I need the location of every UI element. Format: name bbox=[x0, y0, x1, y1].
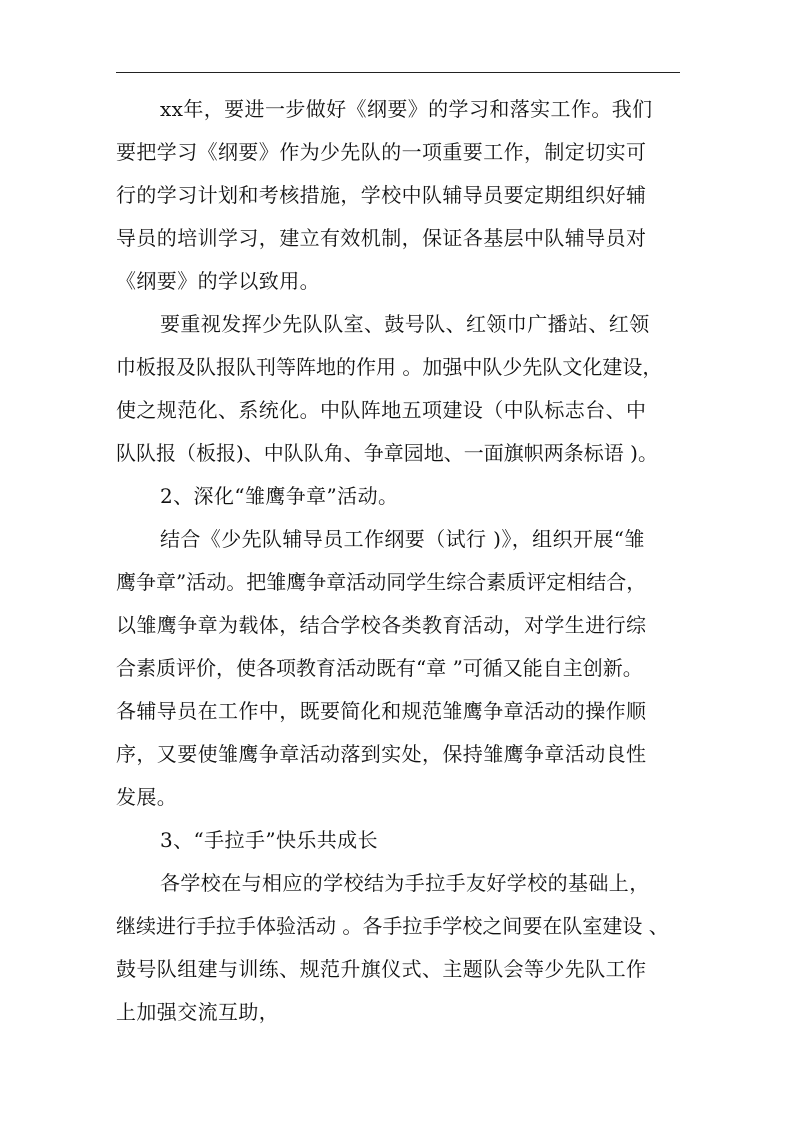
text-line: 鼓号队组建与训练、规范升旗仪式、主题队会等少先队工作 bbox=[116, 957, 647, 981]
text-line: 合素质评价，使各项教育活动既有“章 ”可循又能自主创新。 bbox=[116, 656, 643, 680]
section-heading: 3、“手拉手”快乐共成长 bbox=[160, 828, 378, 852]
header-rule bbox=[116, 72, 680, 73]
text-line: xx年，要进一步做好《纲要》的学习和落实工作。我们 bbox=[160, 97, 653, 121]
text-line: 各学校在与相应的学校结为手拉手友好学校的基础上， bbox=[160, 871, 650, 895]
text-line: 鹰争章”活动。把雏鹰争章活动同学生综合素质评定相结合， bbox=[116, 570, 647, 594]
text-line: 巾板报及队报队刊等阵地的作用 。加强中队少先队文化建设， bbox=[116, 355, 663, 379]
text-line: 队队报（板报)、中队队角、争章园地、一面旗帜两条标语 )。 bbox=[116, 441, 658, 465]
text-line: 序，又要使雏鹰争章活动落到实处，保持雏鹰争章活动良性 bbox=[116, 742, 647, 766]
text-line: 上加强交流互助， bbox=[116, 1000, 280, 1024]
text-line: 行的学习计划和考核措施，学校中队辅导员要定期组织好辅 bbox=[116, 183, 647, 207]
text-line: 结合《少先队辅导员工作纲要（试行 )》，组织开展“雏 bbox=[160, 527, 645, 551]
section-heading: 2、深化“雏鹰争章”活动。 bbox=[160, 484, 399, 508]
text-line: 使之规范化、系统化。中队阵地五项建设（中队标志台、中 bbox=[116, 398, 647, 422]
text-line: 要把学习《纲要》作为少先队的一项重要工作，制定切实可 bbox=[116, 140, 647, 164]
text-line: 要重视发挥少先队队室、鼓号队、红领巾广播站、红领 bbox=[160, 312, 650, 336]
text-line: 以雏鹰争章为载体，结合学校各类教育活动，对学生进行综 bbox=[116, 613, 647, 637]
text-line: 各辅导员在工作中，既要简化和规范雏鹰争章活动的操作顺 bbox=[116, 699, 647, 723]
text-line: 导员的培训学习，建立有效机制，保证各基层中队辅导员对 bbox=[116, 226, 647, 250]
document-body bbox=[116, 88, 686, 1034]
text-line: 《纲要》的学以致用。 bbox=[116, 269, 320, 293]
text-line: 发展。 bbox=[116, 785, 178, 809]
text-line: 继续进行手拉手体验活动 。各手拉手学校之间要在队室建设 、 bbox=[116, 914, 669, 938]
